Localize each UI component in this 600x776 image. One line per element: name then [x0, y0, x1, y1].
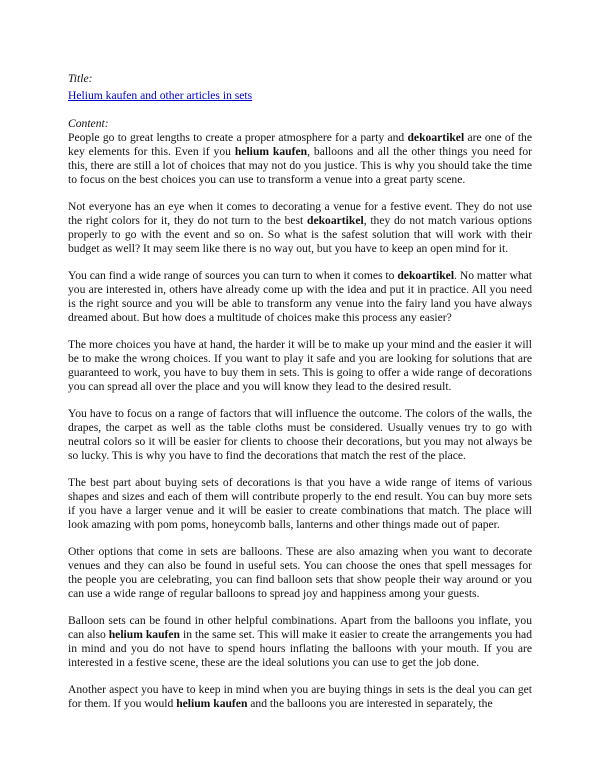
text-segment: in the same set. This will make it easier to create the arrangements you had in mind and you do not have to spend hours inflating the balloons with your mouth. If you are interested in a festive scene, these are the ideal solutions you can use to get the job done. — [68, 628, 533, 669]
text-segment: You have to focus on a range of factors that will influence the outcome. The colors of the walls, the drapes, the carpet as well as the table cloths must be considered. Usually venues try to go with neutral colors so it will be easier for clients to choose their decorations, but you may not always be so lucky. This is why you have to find the decorations that match the rest of the place. — [68, 407, 532, 462]
keyword-bold: dekoartikel — [397, 269, 455, 282]
title-label: Title: — [68, 72, 93, 85]
keyword-bold: helium kaufen — [234, 145, 308, 158]
paragraph — [68, 200, 532, 256]
text-segment: You can find a wide range of sources you can turn to when it comes to — [68, 269, 398, 282]
content-label: Content: — [68, 117, 109, 130]
keyword-bold: helium kaufen — [108, 628, 181, 641]
keyword-bold: helium kaufen — [176, 697, 248, 710]
title-link[interactable]: Helium kaufen and other articles in sets — [68, 89, 253, 102]
text-segment: Not everyone has an eye when it comes to decorating a venue for a festive event. They do not use the right colors for it, they do not turn to the best — [68, 200, 532, 227]
keyword-bold: dekoartikel — [307, 214, 364, 227]
paragraph — [68, 407, 532, 463]
text-segment: The best part about buying sets of decorations is that you have a wide range of items of various shapes and sizes and each of them will contribute properly to the end result. You can buy more sets if you have a larger venue and it will be easier to create combinations that match. The place will look amazing with pom poms, honeycomb balls, lanterns and other things made out of paper. — [68, 476, 532, 531]
text-segment: are one of the key elements for this. Even if you — [68, 131, 532, 158]
text-segment: , they do not match various options properly to go with the event and so on. So what is the safest solution that will work with their budget as well? It may seem like there is no way out, but you have to keep an open mind for it. — [68, 214, 532, 255]
text-segment: Other options that come in sets are balloons. These are also amazing when you want to decorate venues and they can also be found in useful sets. You can choose the ones that spell messages for the people you are celebrating, you can find balloon sets that show people their way around or you can use a wide range of regular balloons to spread joy and happiness among your guests. — [68, 545, 532, 600]
paragraph — [68, 614, 532, 670]
text-segment: Another aspect you have to keep in mind when you are buying things in sets is the deal you can get for them. If you would — [68, 683, 532, 710]
text-segment: , balloons and all the other things you need for this, there are still a lot of choices that may not do you justice. This is why you should take the time to focus on the best choices you can use to transform a venue into a great party scene. — [68, 145, 533, 186]
spacer — [68, 104, 532, 117]
text-segment: and the balloons you are interested in separately, the — [247, 697, 493, 710]
text-segment: . No matter what you are interested in, others have already come up with the idea and put it in practice. All you need is the right source and you will be able to transform any venue into the fairy land you have always dreamed about. But how does a multitude of choices make this process any easier? — [68, 269, 532, 324]
paragraph — [68, 269, 532, 325]
text-segment: The more choices you have at hand, the harder it will be to make up your mind and the easier it will be to make the wrong choices. If you want to play it safe and you are looking for solutions that are guaranteed to work, you have to buy them in sets. This is going to offer a wide range of decorations you can spread all over the place and you will know they lead to the desired result. — [68, 338, 532, 393]
keyword-bold: dekoartikel — [407, 131, 465, 144]
text-segment: People go to great lengths to create a proper atmosphere for a party and — [68, 131, 408, 144]
paragraph — [68, 338, 532, 394]
paragraph — [68, 545, 532, 601]
content-body — [68, 131, 532, 711]
paragraph — [68, 131, 532, 187]
text-segment: Balloon sets can be found in other helpful combinations. Apart from the balloons you inflate, you can also — [68, 614, 532, 641]
paragraph — [68, 476, 532, 532]
paragraph — [68, 683, 532, 711]
